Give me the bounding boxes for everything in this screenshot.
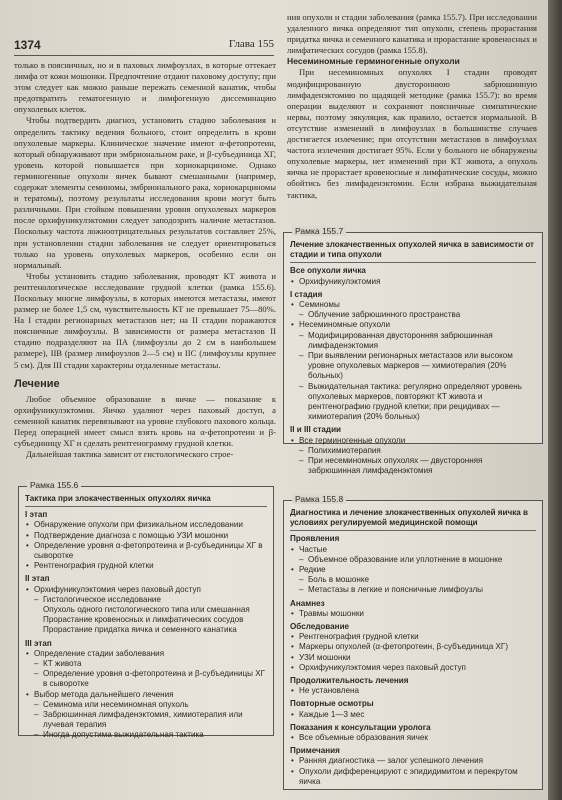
paragraph: При несеминомных опухолях I стадии проводят модифицированную двустороннюю забрюшинную лимфаденэктомию по щадящей методике (рамка 155.7): во время операции выделяют и сохраняют поясничные симпатические нервы, поэтому эякуляция, как правило, остается нормальной. В отсутствие изменений в лимфоузлах в большинстве случаев достигается излечение; при отсутствии метастазов в лимфоузлах частота излечения достигает 95%. Если у больного не обнаружены опухолевые маркеры, нет изменений при КТ живота, а опухоль яичка не прорастает кровеносные и лимфатические сосуды, можно обойтись без лимфаденэктомии. Если избрана выжидательная тактика, [287, 67, 537, 200]
frame-list [290, 300, 536, 422]
frame-list-item: • Частые [290, 545, 536, 555]
frame-list-item: – Боль в мошонке [290, 575, 536, 585]
frame-list-item: – Метастазы в легкие и поясничные лимфоузлы [290, 585, 536, 595]
frame-list-item: • Ранняя диагностика — залог успешного лечения [290, 756, 536, 766]
right-column [287, 12, 537, 201]
frame-list [290, 710, 536, 720]
frame-list-item: – Объемное образование или уплотнение в мошонке [290, 555, 536, 565]
frame-tag: Рамка 155.6 [27, 480, 81, 490]
frame-list-item: • Все объемные образования яичек [290, 733, 536, 743]
frame-list-item: • Обнаружение опухоли при физикальном исследовании [25, 520, 267, 530]
frame-list-item: – Выжидательная тактика: регулярно определяют уровень опухолевых маркеров, повторяют КТ живота и рентгенографию грудной клетки; при рецидивах — химиотерапия (20% больных) [290, 382, 536, 423]
frame-list-item: • Рентгенография грудной клетки [25, 561, 267, 571]
book-edge [548, 0, 562, 800]
frame-list-item: • Все герминогенные опухоли [290, 436, 536, 446]
page-header [14, 38, 274, 54]
header-rule [14, 55, 274, 56]
frame-section-heading: Все опухоли яичка [290, 266, 366, 276]
frame-list-item: Прорастание придатка яичка и семенного канатика [43, 625, 237, 635]
frame-list-item: – КТ живота [25, 659, 267, 669]
frame-section-heading: Продолжительность лечения [290, 676, 409, 686]
frame-list-item: • Орхифуникулэктомия через паховый доступ [25, 585, 267, 595]
frame-list-item: – Облучение забрюшинного пространства [290, 310, 536, 320]
frame-list-item: – Забрюшинная лимфаденэктомия, химиотерапия или лучевая терапия [25, 710, 267, 730]
frame-list-item: • Определение стадии заболевания [25, 649, 267, 659]
paragraph: ния опухоли и стадии заболевания (рамка 155.7). При исследовании удаленного яичка определяют тип опухоли, степень прорастания придатка яичка и семенного канатика и прорастание кровеносных и лимфатических сосудов (рамка 155.8). [287, 12, 537, 56]
frame-list [290, 686, 536, 696]
chapter-title: Глава 155 [228, 38, 274, 50]
frame-section-heading: Показания к консультации уролога [290, 722, 431, 732]
frame-title: Диагностика и лечение злокачественных опухолей яичка в условиях регулируемой медицинской помощи [290, 508, 536, 531]
paragraph: Дальнейшая тактика зависит от гистологического строе- [26, 449, 234, 460]
frame-section-heading: II и III стадии [290, 425, 342, 435]
frame-title: Лечение злокачественных опухолей яичка в зависимости от стадии и типа опухоли [290, 240, 536, 263]
frame-list [25, 585, 267, 636]
frame-list [290, 545, 536, 596]
frame-list-item: • Опухоли дифференцируют с эпидидимитом и перекрутом яичка [290, 767, 536, 787]
frame-section-heading: Обследование [290, 622, 350, 632]
frame-list [290, 277, 536, 287]
section-heading-treatment: Лечение [14, 377, 60, 390]
frame-tag: Рамка 155.8 [292, 494, 346, 504]
frame-list-item: – Полихимиотерапия [290, 446, 536, 456]
frame-title: Тактика при злокачественных опухолях яичка [25, 494, 267, 507]
frame-section-heading: I стадия [290, 289, 323, 299]
frame-list-item: • Несеминомные опухоли [290, 320, 536, 330]
frame-list-item: • Травмы мошонки [290, 609, 536, 619]
paragraph: Чтобы установить стадию заболевания, проводят КТ живота и рентгенологическое исследование грудной клетки (рамка 155.6). Поскольку многие лимфоузлы, в которых имеются метастазы, имеют размер не более 1,5 см, чувствительность КТ не превышает 75—80%. На I стадии регионарных метастазов нет; на II стадии поражаются поясничные лимфоузлы. В зависимости от размера метастазов II стадию подразделяют на IIA (лимфоузлы до 2 см в наибольшем размере), IIB (размер лимфоузлов 2—5 см) и IIC (лимфоузлы крупнее 5 см). Для III стадии характерны отдаленные метастазы. [14, 270, 276, 370]
frame-list-item: • Выбор метода дальнейшего лечения [25, 690, 267, 700]
frame-list-item: – Определение уровня α-фетопротеина и β-субъединицы ХГ в сыворотке [25, 669, 267, 689]
section-heading-nonseminoma: Несеминомные герминогенные опухоли [287, 56, 460, 67]
frame-list-item: Прорастание кровеносных и лимфатических сосудов [43, 615, 244, 625]
frame-tag: Рамка 155.7 [292, 226, 346, 236]
frame-list [290, 733, 536, 743]
frame-section-heading: II этап [25, 574, 50, 584]
frame-list-item: • Подтверждение диагноза с помощью УЗИ мошонки [25, 531, 267, 541]
paragraph: Чтобы подтвердить диагноз, установить стадию заболевания и определить тактику ведения больного, стоит определить в крови опухолевые маркеры. Клиническое значение имеют α-фетопротеин, который обнаруживают при эмбриональном раке, и β-субъединица ХГ, уровень которой повышается при хориокарциноме. Однако герминогенные опухоли яичек бывают смешанными (например, содержат элементы семиномы, эмбрионального рака, хориокарциномы и тератомы), поэтому результаты исследования крови могут быть различными. При стойком повышении уровня опухолевых маркеров после орхифуникулэктомии следует заподозрить наличие метастазов. Поскольку частота ложноотрицательных результатов составляет 25%, при установлении стадии заболевания не следует ориентироваться только на уровень опухолевых маркеров, особенно если он нормальный. [14, 115, 276, 270]
frame-155-8 [283, 494, 543, 790]
frame-list-item: • Рентгенография грудной клетки [290, 632, 536, 642]
frame-list-item: – Гистологическое исследование [25, 595, 267, 605]
frame-list-item: Опухоль одного гистологического типа или смешанная [43, 605, 250, 615]
frame-list-item: • Семиномы [290, 300, 536, 310]
frame-list-item: • Определение уровня α-фетопротеина и β-субъединицы ХГ в сыворотке [25, 541, 267, 561]
frame-list [25, 520, 267, 571]
frame-list-item: • Орхифуникулэктомия через паховый доступ [290, 663, 536, 673]
frame-list-item: • УЗИ мошонки [290, 653, 536, 663]
frame-section-heading: Повторные осмотры [290, 699, 374, 709]
frame-list-item: • Редкие [290, 565, 536, 575]
frame-list [290, 436, 536, 477]
frame-section-heading: Примечания [290, 746, 340, 756]
frame-list-item: • Не установлена [290, 686, 536, 696]
frame-list-item: – Семинома или несеминомная опухоль [25, 700, 267, 710]
frame-list-item: • Маркеры опухолей (α-фетопротеин, β-субъединица ХГ) [290, 642, 536, 652]
frame-list-item: – Модифицированная двусторонняя забрюшинная лимфаденэктомия [290, 331, 536, 351]
frame-list-item: – При выявлении регионарных метастазов или высоком уровне опухолевых маркеров — химиотерапия (20% больных) [290, 351, 536, 382]
frame-list-item: – Иногда допустима выжидательная тактика [25, 730, 267, 740]
frame-list [25, 649, 267, 741]
frame-section-heading: Анамнез [290, 598, 325, 608]
frame-list [290, 632, 536, 673]
frame-list-item: • Каждые 1—3 мес [290, 710, 536, 720]
frame-list [290, 609, 536, 619]
frame-list-item: – При несеминомных опухолях — двусторонняя забрюшинная лимфаденэктомия [290, 456, 536, 476]
left-column [14, 60, 276, 460]
frame-section-heading: I этап [25, 510, 48, 520]
frame-list [290, 756, 536, 787]
frame-155-6 [18, 480, 274, 740]
frame-list-item: • Орхифуникулэктомия [290, 277, 536, 287]
frame-section-heading: Проявления [290, 534, 340, 544]
paragraph: только в поясничных, но и в паховых лимфоузлах, в которые оттекает лимфа от кожи мошонки. Предпочтение отдают паховому доступу; при этом следует как можно раньше пережать семенной канатик, чтобы предотвратить гематогенную и лимфогенную диссеминацию опухолевых клеток. [14, 60, 276, 115]
page-number: 1374 [14, 38, 41, 52]
frame-155-7 [283, 226, 543, 476]
frame-section-heading: III этап [25, 638, 52, 648]
paragraph: Любое объемное образование в яичке — показание к орхифуникулэктомии. Яичко удаляют через паховый доступ, а семенной канатик перевязывают на уровне глубокого пахового кольца. Перед операцией имеет смысл взять кровь на α-фетопротеин и β-субъединицу ХГ и сделать рентгенограмму грудной клетки. [14, 393, 276, 449]
